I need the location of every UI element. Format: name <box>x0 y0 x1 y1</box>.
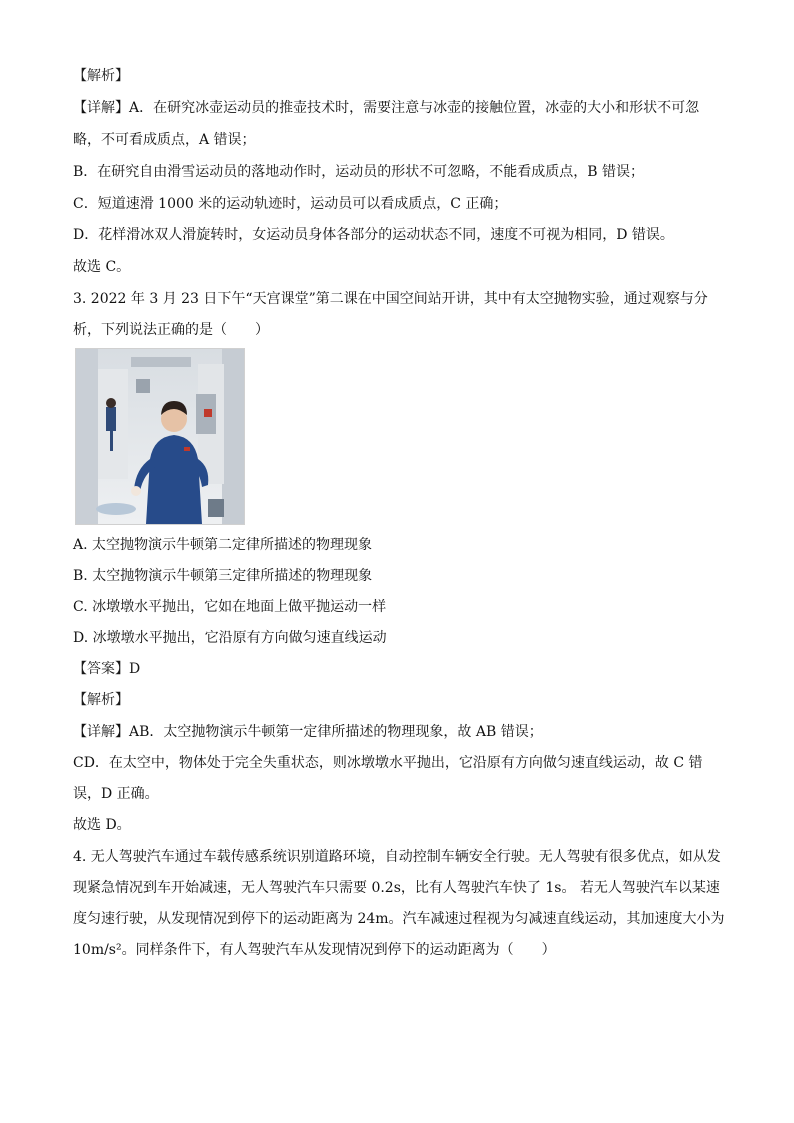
answer-choice-q2: 故选 C。 <box>73 259 131 275</box>
detail-q3-cd-line2: 误，D 正确。 <box>73 786 159 802</box>
answer-heading-q3: 【答案】D <box>73 661 141 677</box>
question-4-line3: 度匀速行驶，从发现情况到停下的运动距离为 24m。汽车减速过程视为匀减速直线运动，其加速度大小为 <box>73 911 725 927</box>
analysis-heading-q2: 【解析】 <box>73 68 129 84</box>
detail-q2-a-line2: 略，不可看成质点，A 错误； <box>73 132 256 148</box>
option-c: C. 冰墩墩水平抛出，它如在地面上做平抛运动一样 <box>73 599 387 615</box>
space-station-photo <box>75 348 245 525</box>
question-3-line2: 析，下列说法正确的是（ ） <box>73 322 269 338</box>
option-b: B. 太空抛物演示牛顿第三定律所描述的物理现象 <box>73 568 373 584</box>
detail-q2-a-line1: 【详解】A．在研究冰壶运动员的推壶技术时，需要注意与冰壶的接触位置，冰壶的大小和形状不可忽 <box>73 100 700 116</box>
detail-q2-b: B．在研究自由滑雪运动员的落地动作时，运动员的形状不可忽略，不能看成质点，B 错误； <box>73 164 645 180</box>
question-3-line1: 3. 2022 年 3 月 23 日下午“天宫课堂”第二课在中国空间站开讲，其中有太空抛物实验，通过观察与分 <box>73 291 708 307</box>
question-4-line1: 4. 无人驾驶汽车通过车载传感系统识别道路环境，自动控制车辆安全行驶。无人驾驶有很多优点，如从发 <box>73 849 721 865</box>
detail-q2-d: D．花样滑冰双人滑旋转时，女运动员身体各部分的运动状态不同，速度不可视为相同，D 错误。 <box>73 227 674 243</box>
option-a: A. 太空抛物演示牛顿第二定律所描述的物理现象 <box>73 537 373 553</box>
question-4-line2: 现紧急情况到车开始减速，无人驾驶汽车只需要 0.2s，比有人驾驶汽车快了 1s。 若无人驾驶汽车以某速 <box>73 880 720 896</box>
option-d: D. 冰墩墩水平抛出，它沿原有方向做匀速直线运动 <box>73 630 387 646</box>
detail-q3-ab: 【详解】AB．太空抛物演示牛顿第一定律所描述的物理现象，故 AB 错误； <box>73 724 543 740</box>
answer-choice-q3: 故选 D。 <box>73 817 131 833</box>
detail-q3-cd-line1: CD．在太空中，物体处于完全失重状态，则冰墩墩水平抛出，它沿原有方向做匀速直线运动，故 C 错 <box>73 755 703 771</box>
detail-q2-c: C．短道速滑 1000 米的运动轨迹时，运动员可以看成质点，C 正确； <box>73 196 508 212</box>
question-4-line4: 10m/s²。同样条件下，有人驾驶汽车从发现情况到停下的运动距离为（ ） <box>73 942 556 958</box>
analysis-heading-q3: 【解析】 <box>73 692 129 708</box>
